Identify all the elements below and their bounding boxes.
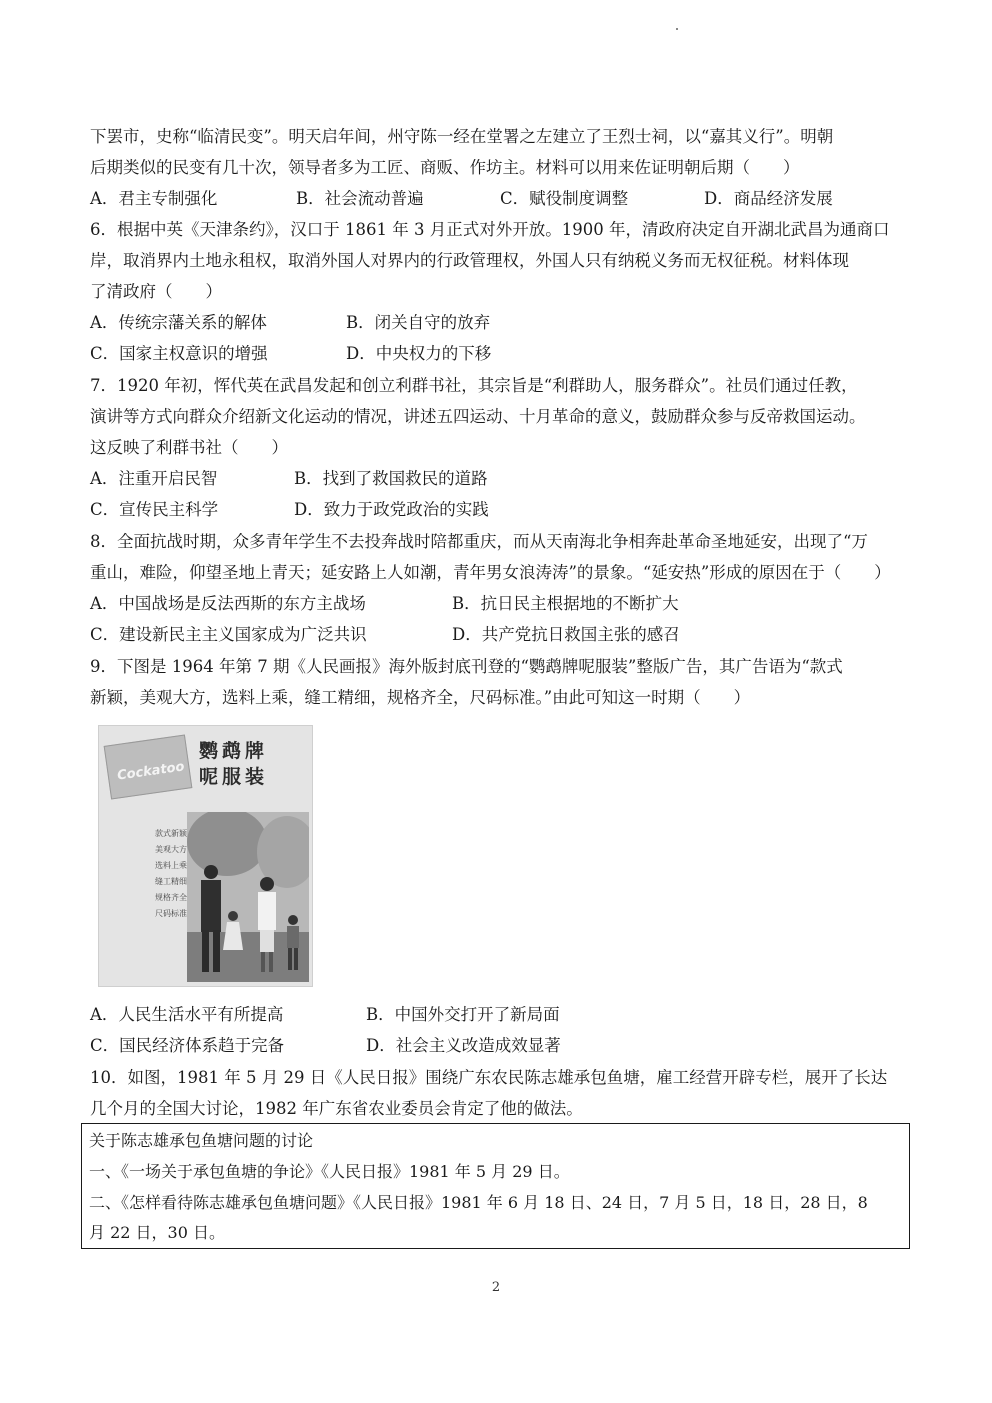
ad-slogan-line: 规格齐全 [155,893,187,902]
table-title: 关于陈志雄承包鱼塘问题的讨论 [89,1131,314,1150]
logo-text: Cockatoo [116,759,186,784]
q5-option-b[interactable]: B．社会流动普遍 [296,189,424,208]
q7-text-line-3: 这反映了利群书社（ ） [90,438,288,457]
q5-text-line-2: 后期类似的民变有几十次，领导者多为工匠、商贩、作坊主。材料可以用来佐证明朝后期（ ） [90,158,800,177]
q6-option-a[interactable]: A．传统宗藩关系的解体 [90,313,267,332]
q9-text-line-1: 9．下图是 1964 年第 7 期《人民画报》海外版封底刊登的“鹦鹉牌呢服装”整版广告，其广告语为“款式 [90,657,843,676]
q8-text-line-1: 8．全面抗战时期，众多青年学生不去投奔战时陪都重庆，而从天南海北争相奔赴革命圣地延安，出现了“万 [90,532,868,551]
q7-option-b[interactable]: B．找到了救国救民的道路 [294,469,488,488]
ad-brand-line-2: 呢服装 [199,766,269,788]
ad-slogan-line: 选料上乘 [155,861,187,870]
q9-option-d[interactable]: D．社会主义改造成效显著 [366,1036,561,1055]
q8-text-line-2: 重山，难险，仰望圣地上青天；延安路上人如潮，青年男女浪涛涛”的景象。“延安热”形成的原因在于（ ） [90,563,891,582]
ad-slogan-line: 缝工精细 [155,877,187,886]
q7-option-a[interactable]: A．注重开启民智 [90,469,218,488]
ad-photo-scene [187,812,309,982]
ad-brand-line-1: 鹦鹉牌 [199,740,269,762]
q6-option-d[interactable]: D．中央权力的下移 [346,344,492,363]
ad-slogan-line: 尺码标准 [155,909,187,918]
q8-option-c[interactable]: C．建设新民主主义国家成为广泛共识 [90,625,367,644]
page-number: 2 [491,1280,501,1295]
family-figures-illustration [187,812,309,982]
q6-option-b[interactable]: B．闭关自守的放弃 [346,313,491,332]
q7-text-line-2: 演讲等方式向群众介绍新文化运动的情况，讲述五四运动、十月革命的意义，鼓励群众参与反帝救国运动。 [90,407,866,426]
q6-text-line-2: 岸，取消界内土地永租权，取消外国人对界内的行政管理权，外国人只有纳税义务而无权征税。材料体现 [90,251,849,270]
table-row-2-line-1: 二、《怎样看待陈志雄承包鱼塘问题》《人民日报》1981 年 6 月 18 日、24 日，7 月 5 日，18 日，28 日，8 [89,1193,868,1212]
q5-option-c[interactable]: C．赋役制度调整 [500,189,629,208]
ad-slogan [107,826,187,922]
ad-slogan-line: 美观大方 [155,845,187,854]
discussion-table [81,1123,910,1249]
scan-speck [676,28,678,30]
ad-slogan-line: 款式新颖 [155,829,187,838]
q8-option-d[interactable]: D．共产党抗日救国主张的感召 [452,625,680,644]
q6-option-c[interactable]: C．国家主权意识的增强 [90,344,268,363]
table-row-1: 一、《一场关于承包鱼塘的争论》《人民日报》1981 年 5 月 29 日。 [89,1162,570,1181]
q9-option-c[interactable]: C．国民经济体系趋于完备 [90,1036,285,1055]
q5-option-a[interactable]: A．君主专制强化 [90,189,218,208]
ad-brand-title [199,738,268,790]
q5-text-line-1: 下罢市，史称“临清民变”。明天启年间，州守陈一经在堂署之左建立了王烈士祠，以“嘉其义行”。明朝 [90,127,834,146]
q8-option-b[interactable]: B．抗日民主根据地的不断扩大 [452,594,679,613]
q7-option-d[interactable]: D．致力于政党政治的实践 [294,500,489,519]
q10-text-line-1: 10．如图，1981 年 5 月 29 日《人民日报》围绕广东农民陈志雄承包鱼塘，雇工经营开辟专栏，展开了长达 [90,1068,888,1087]
q10-text-line-2: 几个月的全国大讨论，1982 年广东省农业委员会肯定了他的做法。 [90,1099,583,1118]
q7-option-c[interactable]: C．宣传民主科学 [90,500,219,519]
q6-text-line-3: 了清政府（ ） [90,282,222,301]
q9-text-line-2: 新颖，美观大方，选料上乘，缝工精细，规格齐全，尺码标准。”由此可知这一时期（ ） [90,688,751,707]
advertisement-image [98,725,313,987]
q9-option-a[interactable]: A．人民生活水平有所提高 [90,1005,284,1024]
q7-text-line-1: 7．1920 年初，恽代英在武昌发起和创立利群书社，其宗旨是“利群助人，服务群众”。社员们通过任教， [90,376,858,395]
q5-option-d[interactable]: D．商品经济发展 [704,189,833,208]
q8-option-a[interactable]: A．中国战场是反法西斯的东方主战场 [90,594,366,613]
q9-option-b[interactable]: B．中国外交打开了新局面 [366,1005,560,1024]
table-row-2-line-2: 月 22 日，30 日。 [89,1223,225,1242]
q6-text-line-1: 6．根据中英《天津条约》，汉口于 1861 年 3 月正式对外开放。1900 年，清政府决定自开湖北武昌为通商口 [90,220,890,239]
